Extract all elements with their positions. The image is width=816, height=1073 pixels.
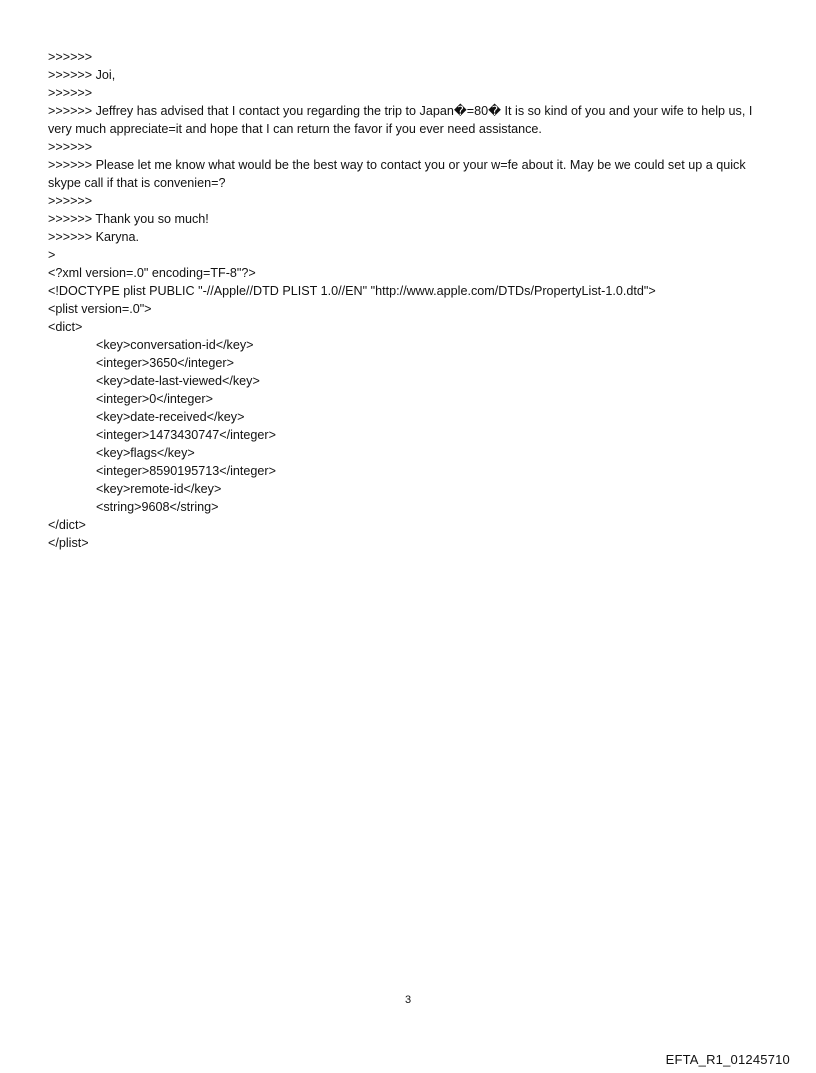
- email-line: >>>>>> Karyna.: [48, 230, 140, 244]
- email-line: >>>>>> Joi,: [48, 68, 116, 82]
- dict-entry: <key>date-received</key>: [96, 410, 245, 424]
- plist-close-tag: </plist>: [48, 536, 89, 550]
- email-line: >>>>>> Thank you so much!: [48, 212, 209, 226]
- dict-entry: <key>remote-id</key>: [96, 482, 222, 496]
- dict-entry: <integer>3650</integer>: [96, 356, 234, 370]
- dict-entry: <key>conversation-id</key>: [96, 338, 254, 352]
- email-line: >>>>>>: [48, 50, 93, 64]
- dict-close-tag: </dict>: [48, 518, 86, 532]
- dict-entry: <key>date-last-viewed</key>: [96, 374, 260, 388]
- email-line: >>>>>>: [48, 194, 93, 208]
- plist-open-tag: <plist version=.0">: [48, 302, 152, 316]
- xml-declaration: <?xml version=.0" encoding=TF-8"?>: [48, 266, 256, 280]
- email-line: >>>>>> Jeffrey has advised that I contact you regarding the trip to Japan�=80� It is so kind of you and your wife to help us, I very much appreciate=it and hope that I can return the favor if you ever need assistance.: [48, 104, 756, 136]
- dict-entry: <string>9608</string>: [96, 500, 219, 514]
- page-number: 3: [404, 994, 412, 1006]
- email-line: >>>>>>: [48, 86, 93, 100]
- dict-entry: <integer>1473430747</integer>: [96, 428, 276, 442]
- doctype-line: <!DOCTYPE plist PUBLIC "-//Apple//DTD PLIST 1.0//EN" "http://www.apple.com/DTDs/PropertyList-1.0.dtd">: [48, 284, 656, 298]
- email-line: >: [48, 248, 56, 262]
- email-line: >>>>>>: [48, 140, 93, 154]
- dict-open-tag: <dict>: [48, 320, 83, 334]
- email-line: >>>>>> Please let me know what would be the best way to contact you or your w=fe about it. May be we could set up a quick skype call if that is convenien=?: [48, 158, 750, 190]
- dict-entry: <key>flags</key>: [96, 446, 195, 460]
- email-quote-block: [48, 48, 770, 264]
- dict-entry: <integer>0</integer>: [96, 392, 213, 406]
- plist-block: [48, 264, 770, 552]
- document-id: EFTA_R1_01245710: [665, 1052, 790, 1067]
- dict-entry: <integer>8590195713</integer>: [96, 464, 276, 478]
- document-body: [48, 48, 770, 552]
